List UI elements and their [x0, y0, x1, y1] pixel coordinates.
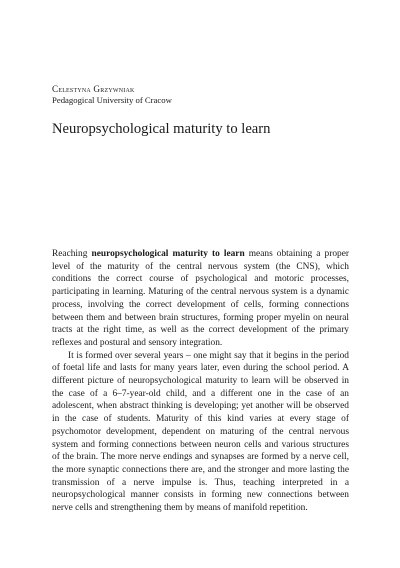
- paper-title: Neuropsychological maturity to learn: [52, 121, 271, 137]
- paragraph-1-rest: means obtaining a proper level of the maturity of the central nervous system (the CNS), which conditions the correct course of psychological and motoric processes, participating in learning. Maturing of the central nervous system is a dynamic process, involving the correct development of cells, forming connections between them and between brain structures, forming proper myelin on neural tracts at the right time, as well as the correct development of the primary reflexes and postural and sensory integration.: [52, 249, 349, 348]
- paper-page: [52, 0, 349, 568]
- paper-body: [52, 248, 349, 515]
- author-name: Celestyna Grzywniak: [52, 84, 135, 94]
- key-term: neuropsychological maturity to learn: [91, 249, 245, 259]
- paragraph-1-lead: Reaching: [52, 249, 92, 259]
- author-affiliation: Pedagogical University of Cracow: [52, 95, 172, 105]
- paragraph-1: [52, 248, 349, 350]
- paragraph-2: It is formed over several years – one might say that it begins in the period of foetal life and lasts for many years later, even during the school period. A different picture of neuropsychological maturity to learn will be observed in the case of a 6–7-year-old child, and a different one in the case of an adolescent, when abstract thinking is developing; yet another will be observed in the case of students. Maturity of this kind varies at every stage of psychomotor development, dependent on maturing of the central nervous system and forming connections between neuron cells and various structures of the brain. The more nerve endings and synapses are formed by a nerve cell, the more synaptic connections there are, and the stronger and more lasting the transmission of a nerve impulse is. Thus, teaching interpreted in a neuropsychological manner consists in forming new connections between nerve cells and strengthening them by means of manifold repetition.: [52, 350, 349, 514]
